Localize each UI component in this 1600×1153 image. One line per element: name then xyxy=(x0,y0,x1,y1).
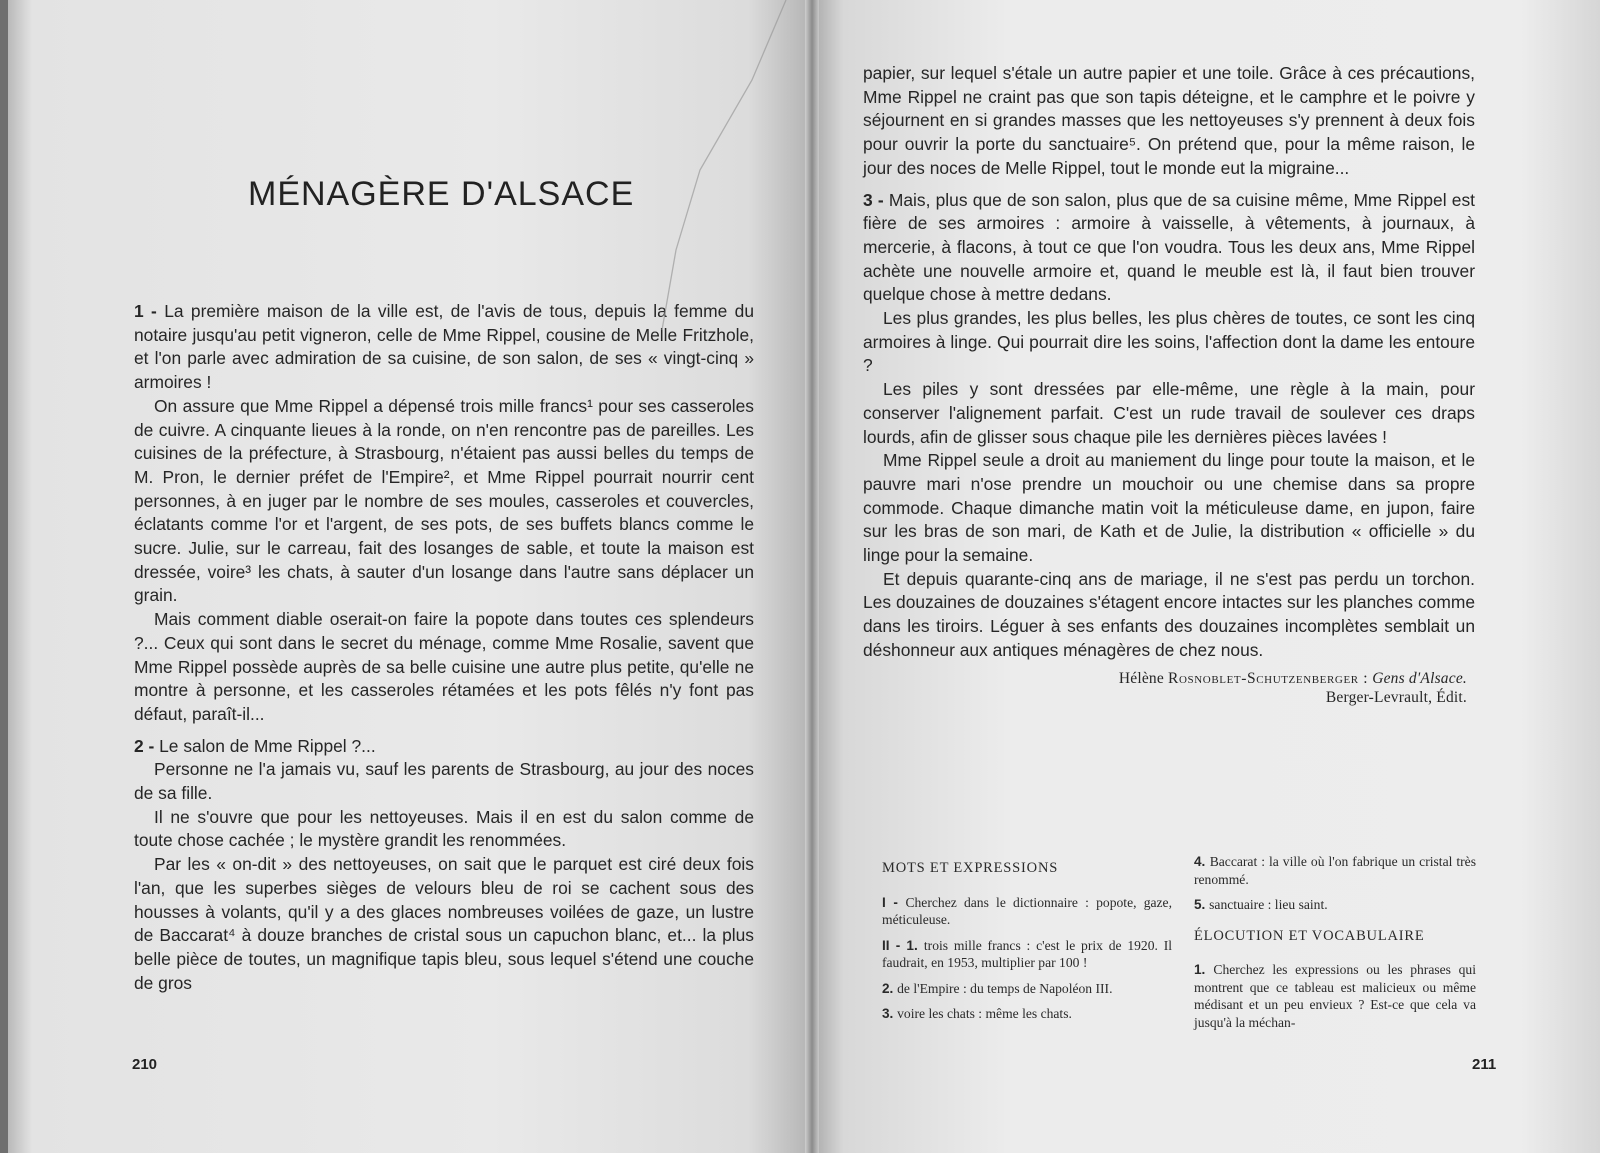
chapter-title: MÉNAGÈRE D'ALSACE xyxy=(248,175,635,213)
paragraph: papier, sur lequel s'étale un autre papier et une toile. Grâce à ces précautions, Mme Rippel ne craint pas que son tapis déteigne, et le camphre et le poivre y séjournent en si grandes masses que les nettoyeuses s'y prennent à deux fois pour ouvrir la porte du sanctuaire⁵. On prétend que, pour la même raison, le jour des noces de Melle Rippel, tout le monde eut la migraine... xyxy=(863,63,1475,178)
left-page-text xyxy=(134,300,754,995)
note-item: 5. sanctuaire : lieu saint. xyxy=(1194,897,1328,912)
note-item: 2. de l'Empire : du temps de Napoléon III. xyxy=(882,980,1113,996)
paragraph: Personne ne l'a jamais vu, sauf les parents de Strasbourg, au jour des noces de sa fille. xyxy=(134,759,754,804)
notes-mots-et-expressions xyxy=(882,860,1172,1031)
paragraph: 1 - La première maison de la ville est, de l'avis de tous, depuis la femme du notaire jusqu'au petit vigneron, celle de Mme Rippel, cousine de Melle Fritzhole, et l'on parle avec admiration de sa cuisine, de son salon, de ses « vingt-cinq » armoires ! xyxy=(134,301,754,393)
note-item: II - 1. trois mille francs : c'est le prix de 1920. Il faudrait, en 1953, multiplier par 100 ! xyxy=(882,937,1172,970)
note-item: 4. Baccarat : la ville où l'on fabrique un cristal très renommé. xyxy=(1194,854,1476,887)
paragraph: Par les « on-dit » des nettoyeuses, on sait que le parquet est ciré deux fois l'an, que les superbes sièges de velours bleu de roi se cachent sous des housses à volants, qu'il y a des glaces nombreuses voilées de gaze, un lustre de Baccarat⁴ à douze branches de cristal sous un capuchon blanc, et... la plus belle pièce de toutes, un magnifique tapis bleu, sous lequel s'étend une couche de gros xyxy=(134,854,754,993)
paragraph: Les piles y sont dressées par elle-même, une règle à la main, pour conserver l'alignement parfait. C'est un rude travail de soulever ces draps lourds, afin de glisser sous chaque pile les dernières pièces lavées ! xyxy=(863,379,1475,447)
notes-heading: ÉLOCUTION ET VOCABULAIRE xyxy=(1194,927,1425,944)
paragraph: Mme Rippel seule a droit au maniement du linge pour toute la maison, et le pauvre mari n'ose prendre un mouchoir ou une chemise dans sa propre commode. Chaque dimanche matin voit la méticuleuse dame, en jupon, faire sur les bras de son mari, de Kath et de Julie, la distribution « officielle » du linge pour la semaine. xyxy=(863,450,1475,566)
paragraph: On assure que Mme Rippel a dépensé trois mille francs¹ pour ses casseroles de cuivre. A cinquante lieues à la ronde, on n'en rencontre pas de pareilles. Les cuisines de la préfecture, à Strasbourg, n'étaient pas aussi belles du temps de M. Pron, le dernier préfet de l'Empire², et Mme Rippel pourrait nourrir cent personnes, à en juger par le nombre de ses moules, casseroles et couvercles, éclatants comme l'or et l'argent, de ses pots, de ses buffets blancs comme le sucre. Julie, sur le carreau, fait des losanges de sable, et toute la maison est dressée, voire³ les chats, à sauter d'un losange dans l'autre sans déplacer un grain. xyxy=(134,395,754,606)
book-gutter xyxy=(805,0,819,1153)
page-number: 210 xyxy=(132,1056,158,1073)
paragraph: 2 - Le salon de Mme Rippel ?... xyxy=(134,735,376,756)
paragraph: Et depuis quarante-cinq ans de mariage, il ne s'est pas perdu un torchon. Les douzaines de douzaines s'étagent encore intactes sur les planches comme dans les tiroirs. Léguer à ses enfants des douzaines incomplètes semblait un déshonneur aux antiques ménagères de chez nous. xyxy=(863,568,1475,660)
paragraph: Mais comment diable oserait-on faire la popote dans toutes ces splendeurs ?... Ceux qui sont dans le secret du ménage, comme Mme Rosalie, savent que Mme Rippel possède auprès de sa belle cuisine une autre plus petite, qu'elle ne montre à personne, et les casseroles rétamées et les pots fêlés n'y font pas défaut, paraît-il... xyxy=(134,609,754,724)
note-item: 3. voire les chats : même les chats. xyxy=(882,1006,1072,1021)
page-number: 211 xyxy=(1472,1056,1497,1073)
note-item: 1. Cherchez les expressions ou les phrases qui montrent que ce tableau est malicieux ou même médisant et un peu envieux ? Est-ce que cela va jusqu'à la méchan- xyxy=(1194,962,1476,1030)
paragraph: Il ne s'ouvre que pour les nettoyeuses. Mais il en est du salon comme de toute chose cachée ; le mystère grandit les renommées. xyxy=(134,806,754,851)
right-page xyxy=(812,0,1600,1153)
paragraph: 3 - Mais, plus que de son salon, plus que de sa cuisine même, Mme Rippel est fière de ses armoires : armoire à vaisselle, à vêtements, à journaux, à mercerie, à flacons, à tout ce que l'on voudra. Tous les deux ans, Mme Rippel achète une nouvelle armoire et, quand le meuble est là, il faut bien trouver quelque chose à mettre dedans. xyxy=(863,189,1475,305)
notes-heading: MOTS ET EXPRESSIONS xyxy=(882,860,1059,876)
note-item: I - Cherchez dans le dictionnaire : popote, gaze, méticuleuse. xyxy=(882,894,1172,927)
signature: Hélène Rosnoblet-Schutzenberger : Gens d'Alsace. Berger-Levrault, Édit. xyxy=(1118,669,1467,706)
notes-elocution xyxy=(1194,853,1476,1039)
paragraph: Les plus grandes, les plus belles, les plus chères de toutes, ce sont les cinq armoires à linge. Qui pourrait dire les soins, l'affection dont la dame les entoure ? xyxy=(863,308,1475,376)
left-page xyxy=(8,0,812,1153)
right-page-text xyxy=(863,62,1475,707)
